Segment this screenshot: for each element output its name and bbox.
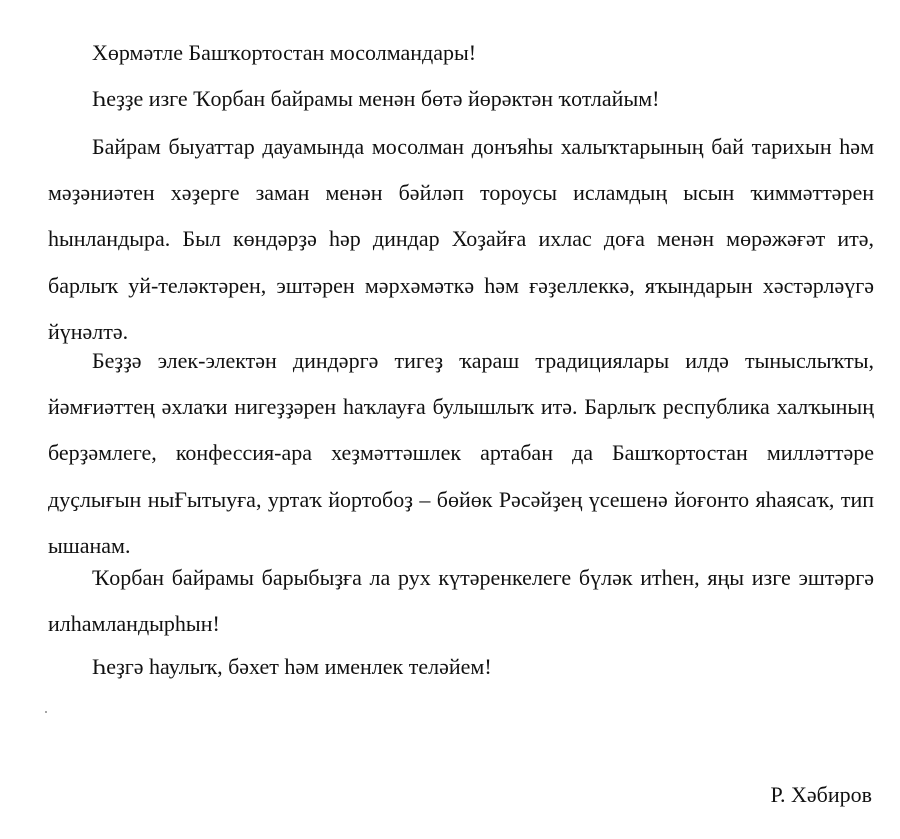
closing-wish: Һеҙгә һаулыҡ, бәхет һәм именлек теләйем! xyxy=(92,654,492,679)
signature: Р. Хәбиров xyxy=(770,782,872,807)
greeting-line: Һеҙҙе изге Ҡорбан байрамы менән бөтә йөрәктән ҡотлайым! xyxy=(92,86,660,111)
salutation: Хөрмәтле Башҡортостан мосолмандары! xyxy=(92,40,477,65)
paragraph-1: Байрам быуаттар дауамында мосолман донъяһы халыҡтарының бай тарихын һәм мәҙәниәтен хәҙерге заман менән бәйләп тороусы исламдың ысын ҡиммәттәрен һынландыра. Был көндәрҙә һәр диндар Хоҙайға ихлас доға менән мөрәжәғәт итә, барлыҡ уй-теләктәрен, эштәрен мәрхәмәткә һәм ғәҙеллеккә, яҡындарын хәстәрләүгә йүнәлтә. xyxy=(48,134,874,344)
paragraph-2: Беҙҙә элек-электән диндәргә тигеҙ ҡараш традициялары илдә тыныслыҡты, йәмғиәттең әхлаҡи нигеҙҙәрен һаҡлауға булышлыҡ итә. Барлыҡ республика халҡының берҙәмлеге, конфессия-ара хеҙмәттәшлек артабан да Башҡортостан милләттәре дуҫлығын ныҒытыуға, уртаҡ йортобоҙ – бөйөк Рәсәйҙең үсешенә йоғонто яһаясаҡ, тип ышанам. xyxy=(48,348,874,558)
scan-speck xyxy=(45,711,47,713)
paragraph-3: Ҡорбан байрамы барыбыҙға ла рух күтәренкелеге бүләк итһен, яңы изге эштәргә илһамландырһын! xyxy=(48,565,874,637)
